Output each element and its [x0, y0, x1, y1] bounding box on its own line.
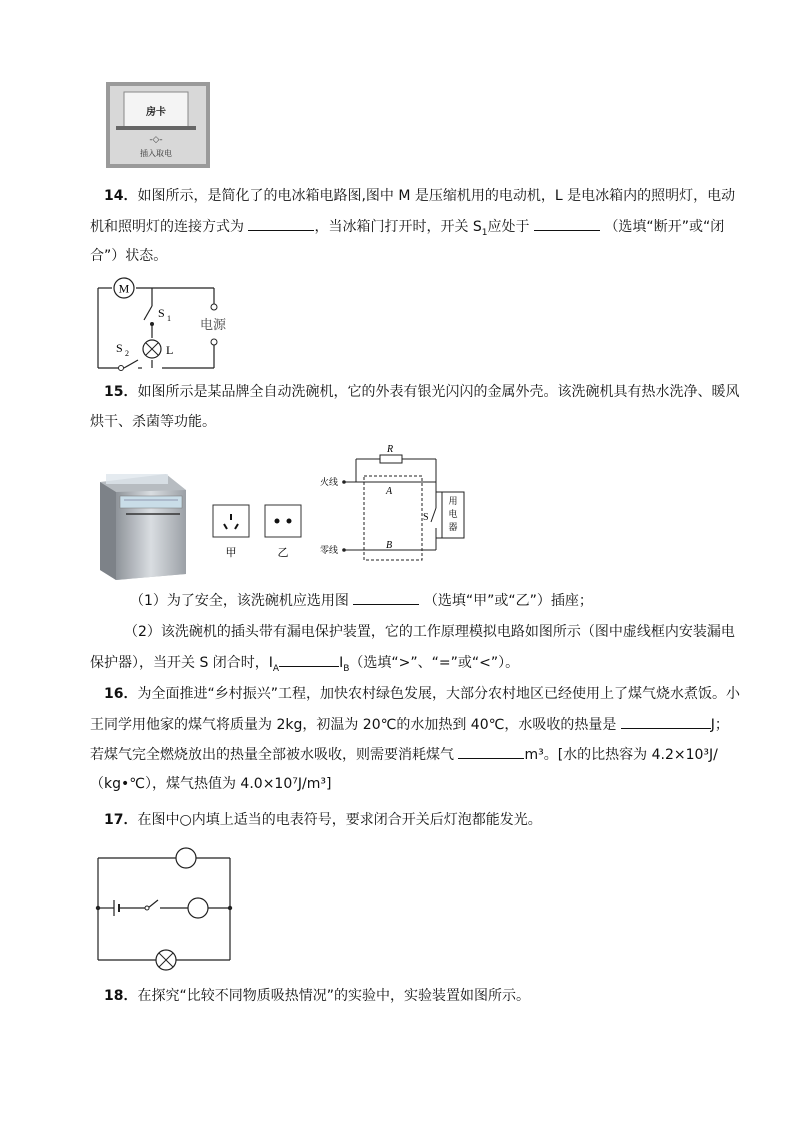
- svg-text:乙: 乙: [277, 546, 289, 559]
- q15-line1: 15．如图所示是某品牌全自动洗碗机，它的外表有银光闪闪的金属外壳。该洗碗机具有热水洗净、暖风: [104, 384, 740, 400]
- svg-text:火线: 火线: [320, 478, 339, 488]
- room-card-photo: [106, 82, 210, 168]
- svg-text:L: L: [166, 343, 174, 357]
- q15-blank-2[interactable]: [279, 652, 339, 667]
- q16-blank-1[interactable]: [621, 714, 711, 729]
- meter-circle-middle: [188, 898, 208, 918]
- q17-number: 17．: [104, 812, 138, 828]
- svg-text:器: 器: [448, 523, 458, 533]
- svg-text:零线: 零线: [320, 546, 339, 556]
- svg-text:-◇-: -◇-: [149, 134, 163, 144]
- svg-text:S: S: [158, 306, 165, 320]
- leakage-protector-circuit: [318, 440, 476, 570]
- q15-sub1: （1）为了安全，该洗碗机应选用图 （选填“甲”或“乙”）插座；: [130, 590, 593, 611]
- q15-sub2-line2: 保护器），当开关 S 闭合时，$I_A$ $I_B$（选填“>”、“=”或“<”）。: [90, 652, 519, 679]
- q14-number: 14．: [104, 188, 138, 204]
- q16-number: 16．: [104, 686, 138, 702]
- svg-text:B: B: [386, 540, 393, 551]
- q16-blank-2[interactable]: [458, 744, 524, 759]
- dishwasher-image: [96, 470, 188, 582]
- q16-line1: 16．为全面推进“乡村振兴”工程，加快农村绿色发展，大部分农村地区已经使用上了煤气烧水煮饭。小: [104, 686, 740, 702]
- q15-line2: 烘干、杀菌等功能。: [90, 414, 216, 430]
- q16-line2: 王同学用他家的煤气将质量为 2kg，初温为 20℃的水加热到 40℃，水吸收的热量是 J；: [90, 714, 729, 735]
- q18-number: 18．: [104, 988, 138, 1004]
- q16-line3: 若煤气完全燃烧放出的热量全部被水吸收，则需要消耗煤气 m³。[水的比热容为 4.2×10³J/: [90, 744, 718, 765]
- svg-text:电源: 电源: [200, 318, 227, 333]
- svg-text:S: S: [116, 341, 123, 355]
- card-text: 房卡: [146, 107, 166, 118]
- fridge-circuit-diagram: [90, 272, 270, 376]
- svg-text:电: 电: [448, 510, 458, 520]
- q14-line1: 14．如图所示，是简化了的电冰箱电路图,图中 M 是压缩机用的电动机，L 是电冰箱内的照明灯，电动: [104, 188, 736, 204]
- q17-line1: 17．在图中○内填上适当的电表符号，要求闭合开关后灯泡都能发光。: [104, 812, 542, 828]
- svg-text:M: M: [118, 281, 130, 296]
- svg-text:A: A: [386, 486, 393, 497]
- q14-line3: 合”）状态。: [90, 248, 168, 264]
- q16-line4: （kg•℃），煤气热值为 4.0×10⁷J/m³]: [90, 776, 332, 792]
- q15-sub2-line1: （2）该洗碗机的插头带有漏电保护装置，它的工作原理模拟电路如图所示（图中虚线框内安装漏电: [124, 624, 735, 640]
- socket-jia: [212, 504, 252, 560]
- svg-text:甲: 甲: [225, 546, 237, 559]
- q14-line2: 机和照明灯的连接方式为 ，当冰箱门打开时，开关 $S_1$应处于 （选填“断开”或“闭: [90, 216, 724, 243]
- q14-blank-1[interactable]: [248, 216, 314, 231]
- svg-text:S: S: [423, 512, 429, 523]
- meter-circuit-diagram: [92, 844, 238, 972]
- socket-yi: [264, 504, 304, 560]
- svg-text:R: R: [387, 444, 394, 455]
- svg-text:1: 1: [167, 314, 171, 323]
- svg-text:用: 用: [448, 497, 458, 507]
- q18-line1: 18．在探究“比较不同物质吸热情况”的实验中，实验装置如图所示。: [104, 988, 530, 1004]
- q15-blank-1[interactable]: [353, 590, 419, 605]
- meter-circle-top: [176, 848, 196, 868]
- svg-text:2: 2: [125, 349, 129, 358]
- card-slot-text: 插入取电: [140, 149, 172, 158]
- q15-number: 15．: [104, 384, 138, 400]
- q14-blank-2[interactable]: [534, 216, 600, 231]
